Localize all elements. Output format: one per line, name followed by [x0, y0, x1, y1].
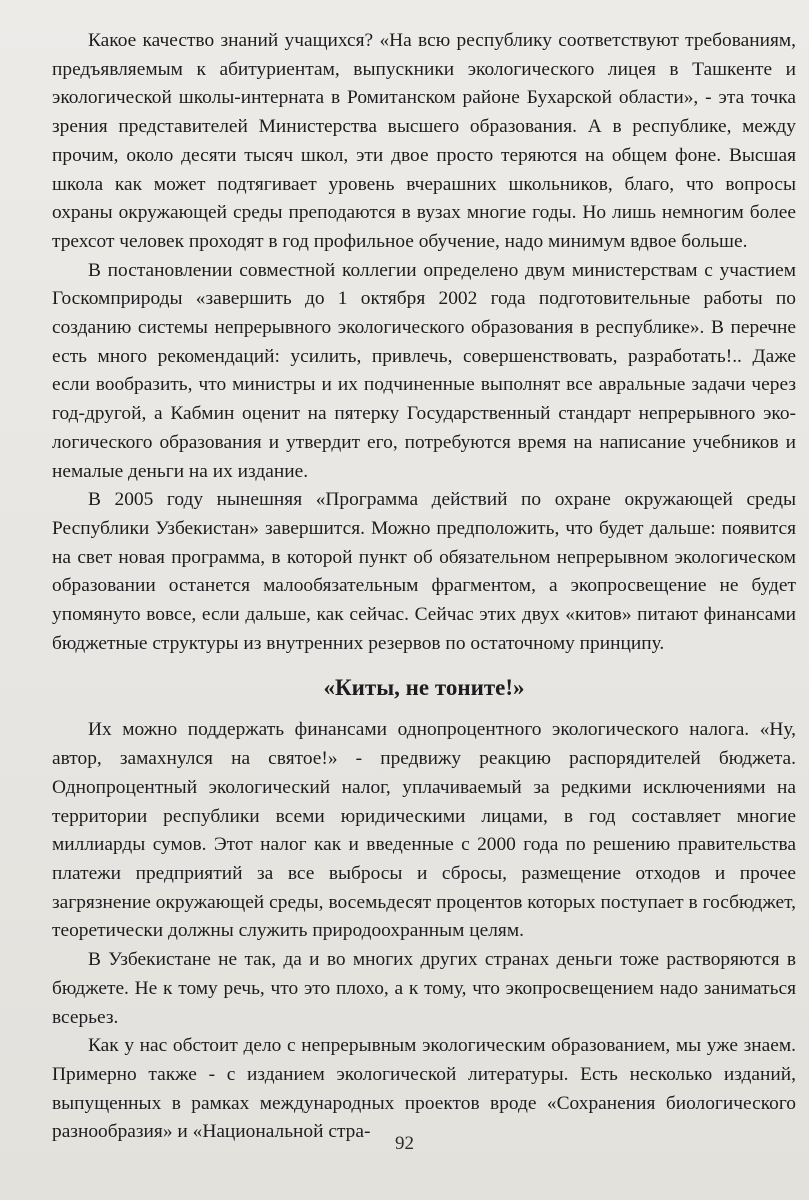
paragraph: Их можно поддержать финансами однопроцентного экологического налога. «Ну, автор, замахнулся на святое!» - предвижу реакцию распорядителей бюджета. Однопроцентный экологический налог, уплачиваемый за редкими исключениями на территории республики всеми юридическими лицами, в год составляет многие миллиарды сумов. Этот налог как и введенные с 2000 года по решению правительства платежи предприятий за все выбросы и сбросы, размещение отходов и прочее загрязнение окружающей среды, восемьдесят процентов которых поступает в госбюджет, теоретически должны служить природоохранным целям. [52, 719, 796, 942]
page-number: 92 [395, 1133, 414, 1154]
paragraph: Как у нас обстоит дело с непрерывным экологическим образованием, мы уже знаем. Примерно также - с изданием экологической литературы. Есть несколько изданий, выпущенных в рамках международных проектов вроде «Сохранения биологического разнообразия» и «Национальной стра- [52, 1035, 796, 1143]
paragraph: В Узбекистане не так, да и во многих других странах деньги тоже растворяются в бюджете. Не к тому речь, что это плохо, а к тому, что экопросвещением надо заниматься всерьез. [52, 949, 796, 1028]
paragraph: В постановлении совместной коллегии определено двум министерствам с участием Госкомприроды «завершить до 1 октября 2002 года подготовительные работы по созданию системы непрерывного экологического образования в республике». В перечне есть много рекомендаций: усилить, привлечь, совершенствовать, разработать!.. Даже если вообразить, что министры и их подчиненные выполнят все авральные задачи через год-другой, а Кабмин оценит на пятерку Государственный стандарт непрерывного экологического образования и утвердит его, потребуются время на написание учебников и немалые деньги на их издание. [52, 259, 796, 482]
section-heading: «Киты, не тоните!» [323, 675, 525, 701]
page-body [52, 27, 796, 1147]
paragraph: В 2005 году нынешняя «Программа действий по охране окружающей среды Республики Узбекистан» завершится. Можно предположить, что будет дальше: появится на свет новая программа, в которой пункт об обязательном непрерывном экологическом образовании останется малообязательным фрагментом, а экопросвещение не будет упомянуто вовсе, если дальше, как сейчас. Сейчас этих двух «китов» питают финансами бюджетные структуры из внутренних резервов по остаточному принципу. [52, 489, 796, 654]
paragraph: Какое качество знаний учащихся? «На всю республику соответствуют требованиям, предъявляемым к абитуриентам, выпускники экологического лицея в Ташкенте и экологической школы-интерната в Ромитанском районе Бухарской области», - эта точка зрения представителей Министерства высшего образования. А в республике, между прочим, около десяти тысяч школ, эти двое просто теряются на общем фоне. Высшая школа как может подтягивает уровень вчерашних школьников, благо, что вопросы охраны окружающей среды преподаются в вузах многие годы. Но лишь немногим более трехсот человек проходят в год профильное обучение, надо минимум вдвое больше. [52, 30, 796, 252]
